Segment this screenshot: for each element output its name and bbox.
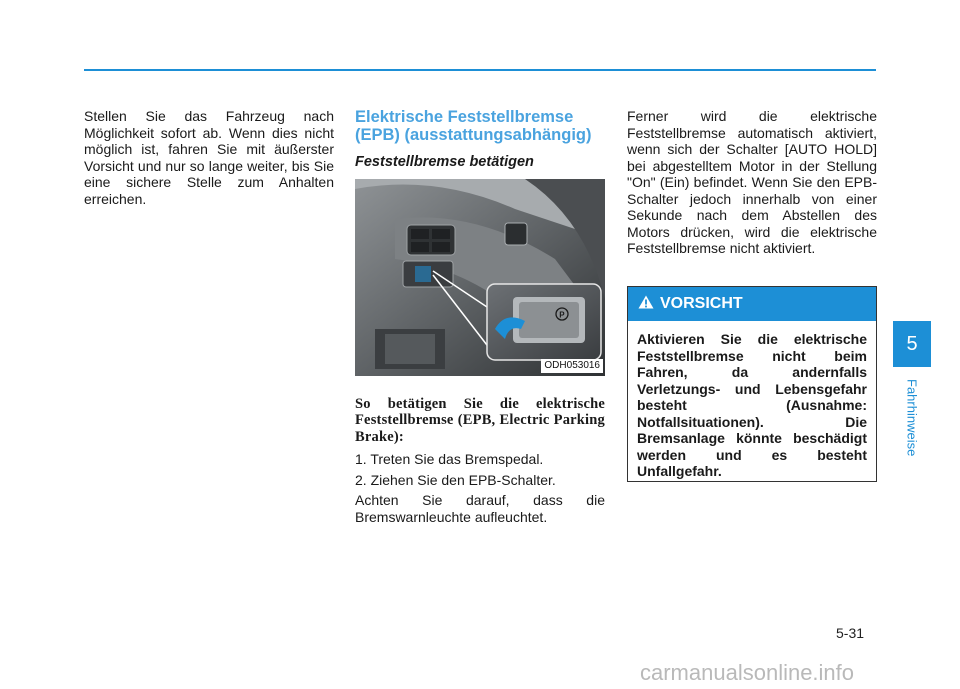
epb-switch-photo [355,179,605,376]
closing-paragraph: Achten Sie darauf, dass die Bremswarnleuchte aufleuchtet. [355,492,605,525]
warning-text: Aktivieren Sie die elektrische Feststellbremse nicht beim Fahren, da andernfalls Verletzungs- und Lebensgefahr besteht (Ausnahme: Notfallsituationen). Die Bremsanlage könnte beschädigt werden und es besteht Unfallgefahr. [637,331,867,479]
step-2: 2. Ziehen Sie den EPB-Schalter. [355,471,556,488]
intro-paragraph: Stellen Sie das Fahrzeug nach Möglichkeit sofort ab. Wenn dies nicht möglich ist, fahren Sie mit äußerster Vorsicht und nur so lange weiter, bis Sie eine sichere Stelle zum Anhalten erreichen. [84,108,334,207]
dashboard-illustration [355,179,605,376]
warning-header [628,287,876,321]
svg-text:P: P [559,310,565,319]
subsection-title: Feststellbremse betätigen [355,154,534,170]
auto-hold-paragraph: Ferner wird die elektrische Feststellbremse automatisch aktiviert, wenn sich der Schalter [AUTO HOLD] bei abgestelltem Motor in der Stellung "On" (Ein) befindet. Wenn Sie den EPB-Schalter jedoch innerhalb von einer Sekunde nach dem Abstellen des Motors drücken, wird die elektrische Feststellbremse nicht aktiviert. [627,108,877,256]
chapter-title: Fahrhinweise [904,379,920,457]
section-title: Elektrische Feststellbremse (EPB) (ausstattungsabhängig) [355,108,592,144]
right-column [627,108,877,257]
left-column [84,108,334,207]
middle-column [355,108,605,529]
page-number: 5-31 [836,625,865,641]
step-1: 1. Treten Sie das Bremspedal. [355,451,544,467]
warning-title: VORSICHT [660,295,743,312]
warning-box [627,286,877,482]
chapter-number-tab: 5 [893,321,931,367]
watermark: carmanualsonline.info [640,660,855,685]
instruction-heading: So betätigen Sie die elektrische Feststellbremse (EPB, Electric Parking Brake): [355,395,605,445]
header-rule [84,69,876,71]
image-code: ODH053016 [541,359,603,373]
warning-triangle-icon [638,295,654,314]
